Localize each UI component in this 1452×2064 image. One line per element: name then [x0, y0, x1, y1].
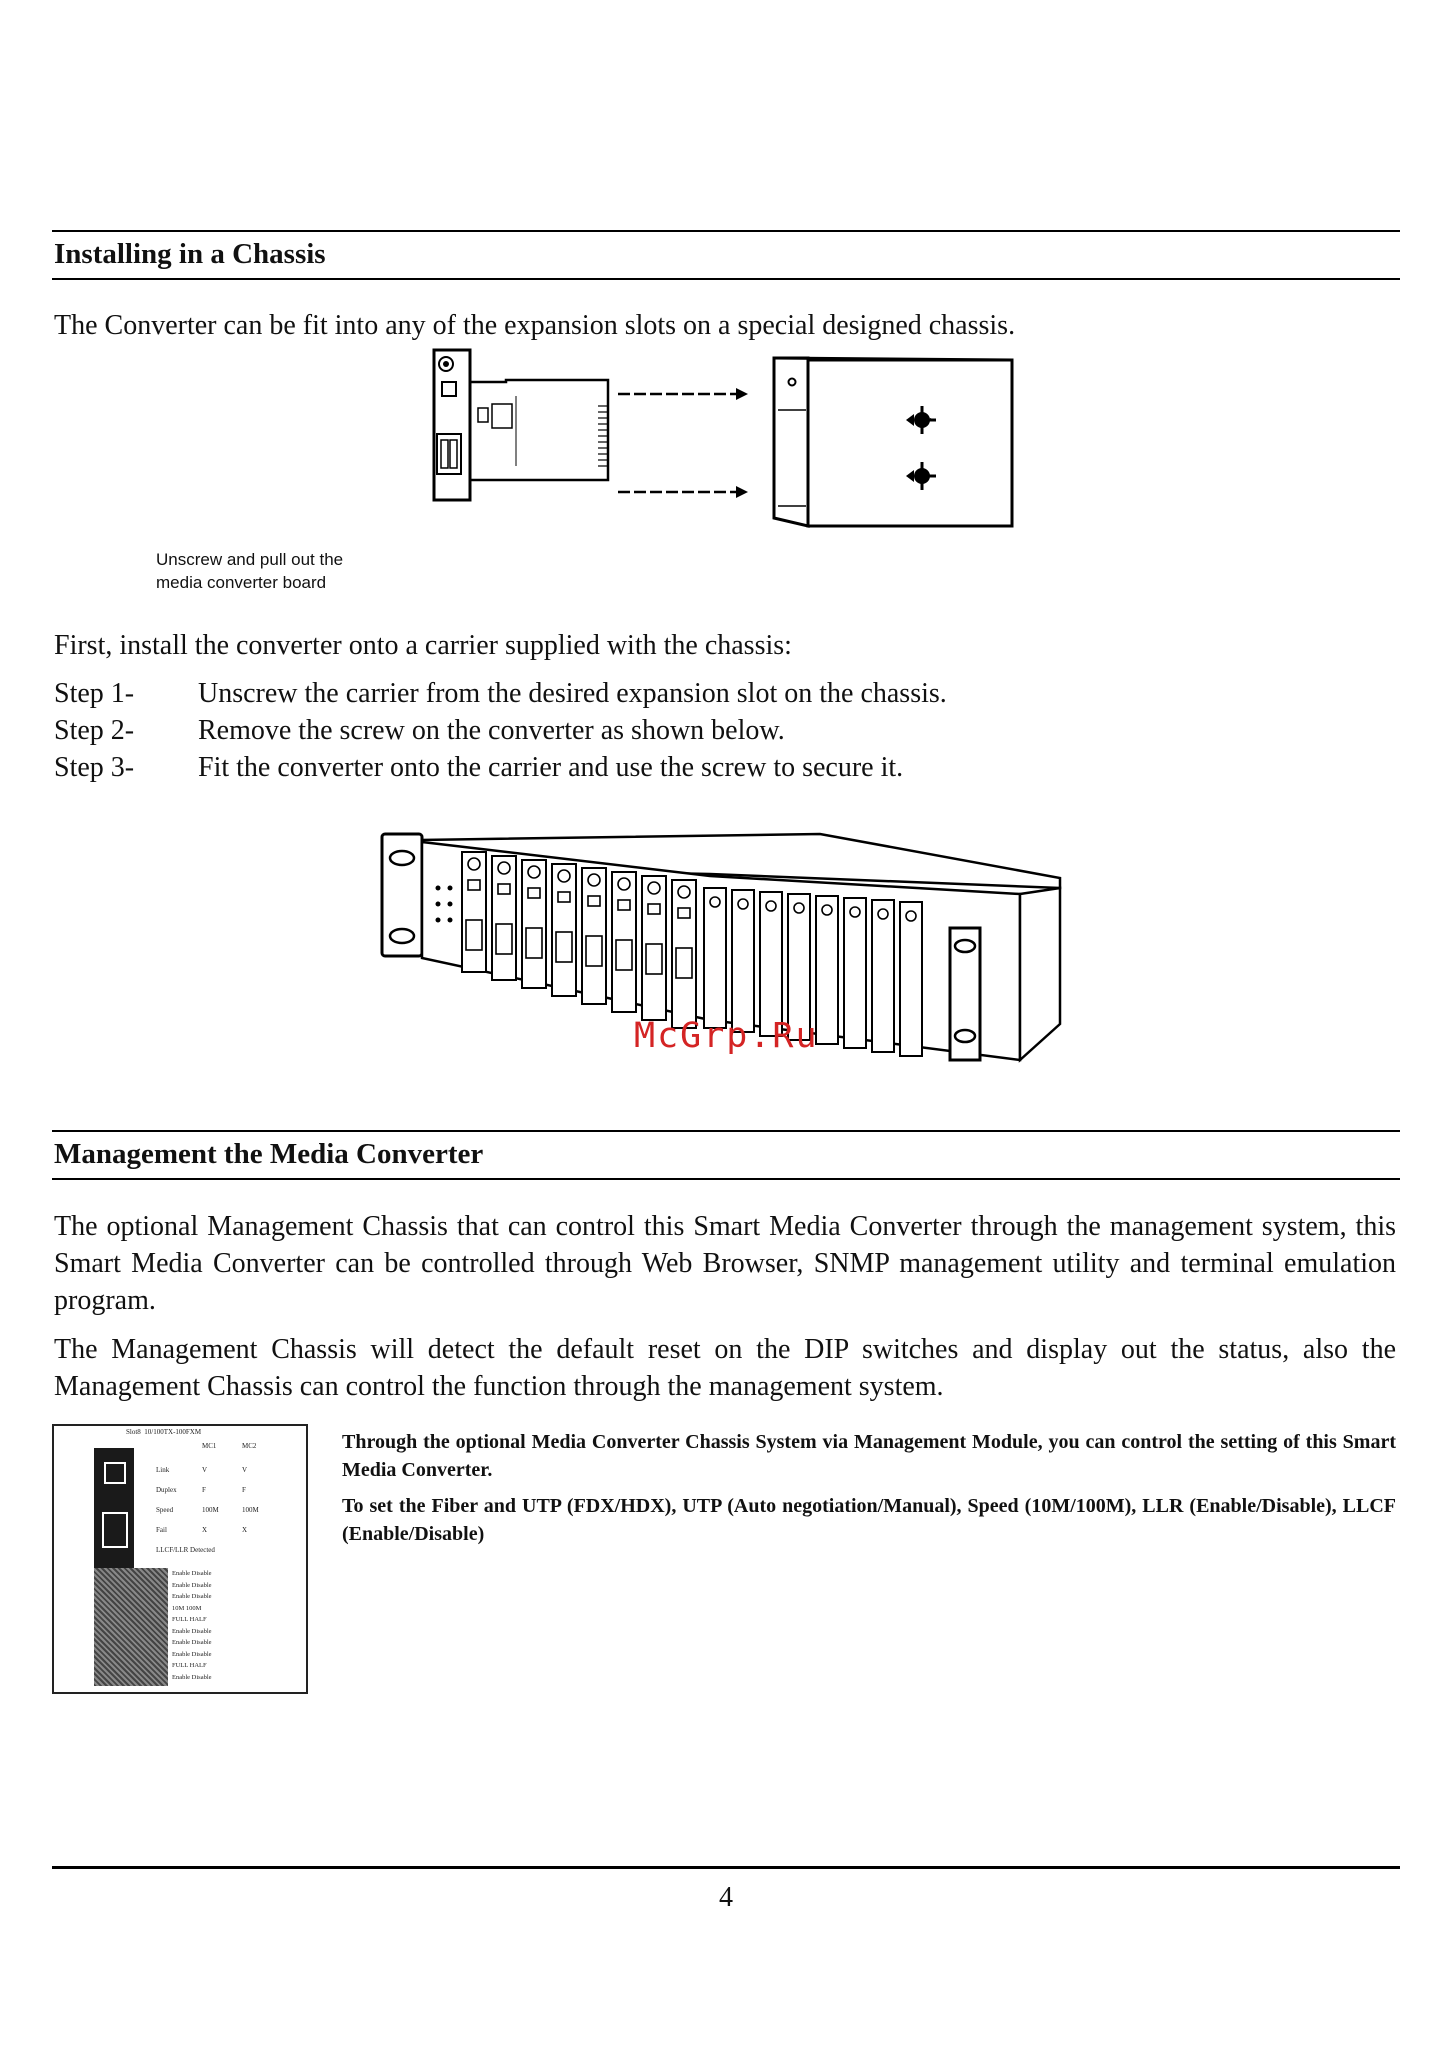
step-text: Unscrew the carrier from the desired expansion slot on the chassis. [198, 678, 947, 709]
section2-top-rule [52, 1130, 1400, 1132]
settings-options [172, 1568, 302, 1683]
management-screenshot [52, 1424, 308, 1694]
option-row[interactable]: Enable Disable [172, 1593, 212, 1600]
figure-caption-line2: media converter board [156, 573, 327, 592]
status-row-fail: Fail X X [156, 1526, 248, 1534]
footer-rule [52, 1866, 1400, 1869]
page-number: 4 [719, 1882, 733, 1913]
screenshot-column-headers [202, 1442, 292, 1450]
screenshot-model: 10/100TX-100FXM [144, 1428, 202, 1436]
first-instruction: First, install the converter onto a carrier supplied with the chassis: [54, 630, 792, 661]
status-row-speed: Speed 100M 100M [156, 1506, 259, 1514]
watermark: McGrp.Ru [634, 1016, 819, 1056]
device-panel-icon [94, 1448, 134, 1568]
option-row[interactable]: Enable Disable [172, 1581, 212, 1589]
status-rows [156, 1460, 296, 1540]
status-row-link: Link V V [156, 1466, 248, 1474]
section1-bottom-rule [52, 278, 1400, 280]
option-row[interactable]: FULL HALF [172, 1616, 207, 1623]
converter-carrier-figure [428, 346, 1018, 538]
bold-paragraph1: Through the optional Media Converter Chassis System via Management Module, you can control the setting of this Smart Media Converter. [342, 1431, 1396, 1481]
step-text: Remove the screw on the converter as shown below. [198, 715, 785, 746]
screenshot-slot-label: Slot8 [126, 1428, 141, 1436]
option-row[interactable]: 10M 100M [172, 1604, 202, 1612]
step-label: Step 2- [54, 715, 135, 746]
step-1 [54, 675, 947, 712]
section2-title: Management the Media Converter [54, 1138, 484, 1170]
col-mc1: MC1 [202, 1442, 217, 1450]
screenshot-header [126, 1428, 201, 1436]
step-text: Fit the converter onto the carrier and use the screw to secure it. [198, 752, 904, 783]
figure-caption-line1: Unscrew and pull out the [156, 550, 344, 569]
option-row[interactable]: Enable Disable [172, 1639, 212, 1646]
step-2 [54, 712, 785, 749]
section1-title: Installing in a Chassis [54, 238, 326, 270]
section2-bottom-rule [52, 1178, 1400, 1180]
option-row[interactable]: Enable Disable [172, 1627, 212, 1635]
figure-caption [156, 548, 343, 594]
llcf-line: LLCF/LLR Detected [156, 1546, 215, 1554]
option-row[interactable]: Enable Disable [172, 1570, 212, 1577]
status-row-duplex: Duplex F F [156, 1486, 246, 1494]
step-3 [54, 749, 903, 786]
bold-paragraph2: To set the Fiber and UTP (FDX/HDX), UTP (Auto negotiation/Manual), Speed (10M/100M), LLR (Enable/Disable), LLCF (Enable/Disable) [342, 1495, 1396, 1545]
section2-paragraph2: The Management Chassis will detect the default reset on the DIP switches and display out the status, also the Management Chassis can control the function through the management system. [54, 1334, 1396, 1402]
option-row[interactable]: FULL HALF [172, 1662, 207, 1669]
col-mc2: MC2 [242, 1442, 257, 1450]
section1-intro: The Converter can be fit into any of the expansion slots on a special designed chassis. [54, 310, 1016, 341]
option-row[interactable]: Enable Disable [172, 1673, 212, 1681]
settings-label-block [94, 1568, 168, 1686]
section2-paragraph1: The optional Management Chassis that can control this Smart Media Converter through the management system, this Smart Media Converter can be controlled through Web Browser, SNMP management utility and terminal emulation program. [54, 1211, 1396, 1316]
section1-top-rule [52, 230, 1400, 232]
step-label: Step 1- [54, 678, 135, 709]
option-row[interactable]: Enable Disable [172, 1650, 212, 1658]
step-label: Step 3- [54, 752, 135, 783]
